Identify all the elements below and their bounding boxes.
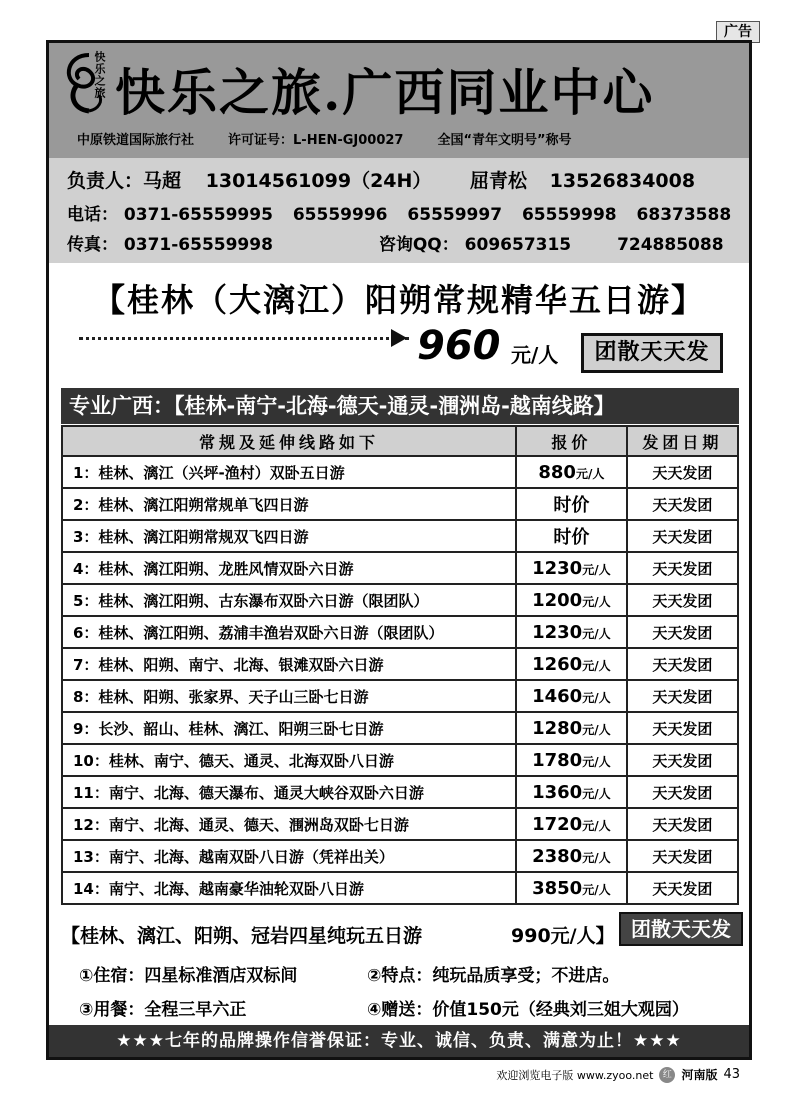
owner-row [67, 166, 695, 193]
tel-label: 电话： [67, 205, 118, 225]
route-price: 1720 [532, 813, 583, 835]
departure-date: 天天发团 [627, 744, 738, 776]
departure-date: 天天发团 [627, 680, 738, 712]
departure-date: 天天发团 [627, 616, 738, 648]
qq-label: 咨询QQ： [378, 235, 459, 255]
route-name: 8：桂林、阳朔、张家界、天子山三卧七日游 [62, 680, 516, 712]
advertisement-frame [46, 40, 752, 1060]
agency-info [49, 126, 749, 150]
edition-label: 河南版 [681, 1068, 718, 1082]
license-number: 许可证号：L-HEN-GJ00027 [228, 132, 404, 148]
route-price-cell [516, 872, 627, 904]
price-unit: 元/人 [582, 786, 611, 801]
fax-number: 0371-65559998 [123, 235, 273, 255]
route-price: 1260 [532, 653, 583, 675]
route-price: 1230 [532, 621, 583, 643]
featured-tour-price: 990元/人】 [511, 925, 615, 947]
departure-date: 天天发团 [627, 712, 738, 744]
fax-row [67, 230, 724, 255]
column-header: 发团日期 [627, 426, 738, 456]
departure-date: 天天发团 [627, 488, 738, 520]
departure-date: 天天发团 [627, 808, 738, 840]
route-name: 3：桂林、漓江阳朔常规双飞四日游 [62, 520, 516, 552]
departure-date: 天天发团 [627, 456, 738, 488]
route-price-cell [516, 584, 627, 616]
headline-price: 960 [417, 323, 501, 369]
route-price-cell [516, 680, 627, 712]
contact-block [49, 158, 749, 263]
route-rows [62, 456, 738, 904]
route-price: 1200 [532, 589, 583, 611]
tel-number: 0371-65559995 [123, 205, 273, 225]
route-name: 2：桂林、漓江阳朔常规单飞四日游 [62, 488, 516, 520]
price-unit: 元/人 [582, 818, 611, 833]
tel-number: 68373588 [636, 205, 732, 225]
brand-title: 快乐之旅.广西同业中心 [115, 63, 655, 122]
slogan-bar: ★★★七年的品牌操作信誉保证：专业、诚信、负责、满意为止！★★★ [49, 1025, 749, 1057]
qq-number: 724885088 [617, 235, 724, 255]
route-price-cell [516, 520, 627, 552]
route-price: 3850 [532, 877, 583, 899]
table-row [62, 712, 738, 744]
route-price: 2380 [532, 845, 583, 867]
column-header: 报价 [516, 426, 627, 456]
tel-row [67, 200, 731, 225]
departure-date: 天天发团 [627, 776, 738, 808]
route-name: 9：长沙、韶山、桂林、漓江、阳朔三卧七日游 [62, 712, 516, 744]
tel-number: 65559997 [407, 205, 503, 225]
price-unit: 元/人 [582, 594, 611, 609]
departure-date: 天天发团 [627, 840, 738, 872]
route-name: 13：南宁、北海、越南双卧八日游（凭祥出关） [62, 840, 516, 872]
route-price-cell [516, 712, 627, 744]
page-number: 43 [723, 1067, 740, 1082]
tel-number: 65559998 [521, 205, 617, 225]
route-price: 时价 [553, 495, 590, 516]
perk-item: ③用餐：全程三早六正 [79, 1000, 247, 1020]
departure-date: 天天发团 [627, 584, 738, 616]
route-price-cell [516, 776, 627, 808]
arrow-icon [391, 329, 407, 347]
table-row [62, 776, 738, 808]
perk-item: ②特点：纯玩品质享受；不进店。 [367, 966, 620, 986]
header [49, 43, 749, 158]
table-row [62, 616, 738, 648]
owner2-name: 屈青松 [470, 170, 528, 192]
route-price: 1230 [532, 557, 583, 579]
price-unit: 元/人 [582, 626, 611, 641]
departure-date: 天天发团 [627, 648, 738, 680]
tel-number: 65559996 [292, 205, 388, 225]
route-price-cell [516, 456, 627, 488]
price-unit: 元/人 [582, 722, 611, 737]
route-price-cell [516, 552, 627, 584]
table-row [62, 744, 738, 776]
route-name: 7：桂林、阳朔、南宁、北海、银滩双卧六日游 [62, 648, 516, 680]
route-name: 10：桂林、南宁、德天、通灵、北海双卧八日游 [62, 744, 516, 776]
table-row [62, 648, 738, 680]
route-price-cell [516, 488, 627, 520]
route-banner: 专业广西：【桂林-南宁-北海-德天-通灵-涠洲岛-越南线路】 [61, 388, 739, 424]
route-price-cell [516, 616, 627, 648]
price-unit: 元/人 [582, 658, 611, 673]
qq-number: 609657315 [464, 235, 572, 255]
agency-name: 中原铁道国际旅行社 [77, 132, 195, 148]
featured-tour-title: 【桂林、漓江、阳朔、冠岩四星纯玩五日游 [61, 925, 423, 947]
route-price-cell [516, 744, 627, 776]
route-table [61, 425, 739, 905]
route-price: 1780 [532, 749, 583, 771]
daily-departure-badge: 团散天天发 [581, 333, 723, 373]
price-unit: 元/人 [582, 882, 611, 897]
route-price: 1360 [532, 781, 583, 803]
price-unit: 元/人 [582, 690, 611, 705]
route-price: 880 [538, 461, 576, 483]
perk-item: ④赠送：价值150元（经典刘三姐大观园） [367, 1000, 689, 1020]
departure-date: 天天发团 [627, 520, 738, 552]
table-row [62, 552, 738, 584]
table-header-row [62, 426, 738, 456]
route-name: 11：南宁、北海、德天瀑布、通灵大峡谷双卧六日游 [62, 776, 516, 808]
route-name: 5：桂林、漓江阳朔、古东瀑布双卧六日游（限团队） [62, 584, 516, 616]
dotted-arrow-line [79, 337, 409, 340]
route-name: 6：桂林、漓江阳朔、荔浦丰渔岩双卧六日游（限团队） [62, 616, 516, 648]
route-name: 12：南宁、北海、通灵、德天、涠洲岛双卧七日游 [62, 808, 516, 840]
route-name: 4：桂林、漓江阳朔、龙胜风情双卧六日游 [62, 552, 516, 584]
price-unit: 元/人 [582, 850, 611, 865]
page-footer [496, 1066, 740, 1083]
table-row [62, 808, 738, 840]
route-price: 1460 [532, 685, 583, 707]
newspaper-logo-icon: 红 [659, 1067, 675, 1083]
owner-label: 负责人：马超 [67, 170, 182, 192]
table-row [62, 680, 738, 712]
departure-date: 天天发团 [627, 552, 738, 584]
site-link[interactable]: 欢迎浏览电子版 www.zyoo.net [496, 1068, 654, 1082]
column-header: 常规及延伸线路如下 [62, 426, 516, 456]
price-unit: 元/人 [582, 562, 611, 577]
price-unit: 元/人 [575, 466, 605, 481]
owner2-phone: 13526834008 [549, 170, 696, 192]
route-price-cell [516, 808, 627, 840]
table-row [62, 872, 738, 904]
table-row [62, 584, 738, 616]
route-price-cell [516, 840, 627, 872]
route-name: 1：桂林、漓江（兴坪-渔村）双卧五日游 [62, 456, 516, 488]
logo-text: 快乐之旅 [93, 51, 106, 99]
honor-title: 全国“青年文明号”称号 [437, 132, 572, 148]
table-row [62, 520, 738, 552]
fax-label: 传真： [67, 235, 118, 255]
table-row [62, 840, 738, 872]
route-name: 14：南宁、北海、越南豪华油轮双卧八日游 [62, 872, 516, 904]
route-price-cell [516, 648, 627, 680]
headline-unit: 元/人 [511, 343, 559, 367]
table-row [62, 488, 738, 520]
route-price: 时价 [553, 527, 590, 548]
featured-badge: 团散天天发 [619, 912, 743, 946]
route-price: 1280 [532, 717, 583, 739]
departure-date: 天天发团 [627, 872, 738, 904]
table-row [62, 456, 738, 488]
price-unit: 元/人 [582, 754, 611, 769]
perk-item: ①住宿：四星标准酒店双标间 [79, 966, 298, 986]
owner-phone: 13014561099（24H） [205, 170, 432, 192]
ad-tag: 广告 [716, 21, 760, 43]
headline-title: 【桂林（大漓江）阳朔常规精华五日游】 [92, 281, 705, 319]
